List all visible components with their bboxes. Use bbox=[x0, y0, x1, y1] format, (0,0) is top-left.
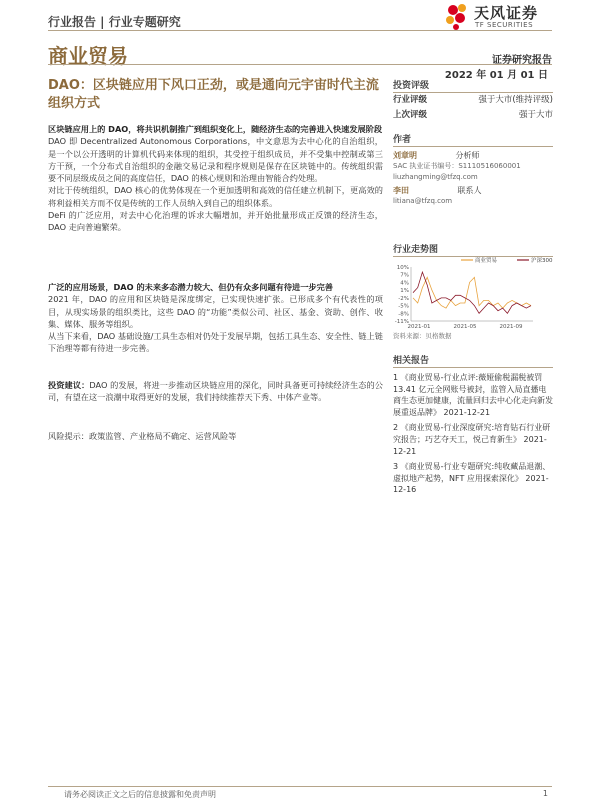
trend-chart-svg bbox=[393, 255, 553, 331]
risk-warning: 风险提示：政策监管、产业格局不确定、运营风险等 bbox=[48, 431, 237, 441]
industry-trend-chart bbox=[393, 255, 553, 355]
rating-heading: 投资评级 bbox=[393, 78, 553, 93]
trend-heading: 行业走势图 bbox=[393, 242, 553, 257]
report-title: DAO：区块链应用下风口正劲，或是通向元宇宙时代主流组织方式 bbox=[48, 78, 379, 111]
series-line-index bbox=[413, 272, 531, 313]
paragraph-dao-definition: DAO 即 Decentralized Autonomous Corporations，中文意思为去中心化的自治组织，是一个以公开透明的计算机代码来体现的组织，其受控于组织成员，并不受集中控制或第三方干预，一个分布式自治组织的金融交易记录和程序规则是保存在区块链中的。传统组织需要不同层级成员之间的高度信任，DAO 的核心规则和治理由智能合约处理。 bbox=[48, 136, 383, 184]
x-tick-label: 2021-05 bbox=[453, 324, 477, 330]
author-role: 分析师 bbox=[455, 151, 480, 160]
authors-heading: 作者 bbox=[393, 132, 553, 147]
rating-panel bbox=[393, 78, 553, 123]
related-reports bbox=[393, 353, 553, 496]
footer-disclaimer[interactable]: 请务必阅读正文之后的信息披露和免责声明 bbox=[64, 790, 216, 799]
authors-panel bbox=[393, 132, 553, 207]
y-tick-label: -5% bbox=[398, 303, 409, 310]
summary-section-1 bbox=[48, 123, 383, 234]
industry-name: 商业贸易 bbox=[48, 44, 128, 68]
investment-advice-label: 投资建议： bbox=[48, 380, 90, 390]
y-tick-label: 10% bbox=[396, 265, 409, 271]
report-category-tag: 行业报告 | 行业专题研究 bbox=[48, 15, 181, 29]
related-heading: 相关报告 bbox=[393, 353, 553, 368]
y-tick-label: 7% bbox=[400, 272, 409, 279]
logo-text-cn: 天风证券 bbox=[474, 4, 539, 22]
rating-key: 行业评级 bbox=[393, 95, 428, 105]
legend-label: 商业贸易 bbox=[475, 258, 498, 264]
footer-rule bbox=[48, 786, 552, 787]
author-email[interactable]: liuzhangming@tfzq.com bbox=[393, 173, 478, 181]
author-cert: SAC 执业证书编号：S1110516060001 bbox=[393, 162, 521, 170]
paragraph-dao-advantage: 对比于传统组织，DAO 核心的优势体现在一个更加透明和高效的信任建立机制下，更高效的将利益相关方而不仅是传统的工作人员纳入到自己的组织体系。 bbox=[48, 185, 383, 208]
y-tick-label: -8% bbox=[398, 311, 409, 318]
y-tick-label: -2% bbox=[398, 295, 409, 302]
y-tick-label: -11% bbox=[394, 319, 409, 325]
logo-text-en: TF SECURITIES bbox=[475, 21, 534, 29]
author-name: 李田 bbox=[393, 186, 409, 195]
page-number: 1 bbox=[542, 789, 548, 798]
paragraph-infrastructure: 从当下来看，DAO 基础设施/工具生态相对仍处于发展早期，包括工具生态、安全性、链上链下治理等都有待进一步完善。 bbox=[48, 331, 383, 354]
paragraph-applications: 2021 年，DAO 的应用和区块链是深度绑定，已实现快速扩张。已形成多个有代表性的项目，从现实场景的组织类比，这些 DAO 的“功能”类似公司、社区、基金、资助、创作、收集、媒体、服务等组织。 bbox=[48, 294, 383, 329]
rating-key: 上次评级 bbox=[393, 110, 428, 120]
paragraph-defi: DeFi 的广泛应用，对去中心化治理的诉求大幅增加，并开始批量形成正反馈的经济生态，DAO 走向普遍繁荣。 bbox=[48, 210, 383, 233]
tf-logo-icon bbox=[444, 3, 472, 31]
rating-row bbox=[393, 108, 553, 123]
section-heading-1: 区块链应用上的 DAO，将共识机制推广到组织变化上，随经济生态的完善进入快速发展阶段 bbox=[48, 124, 383, 134]
summary-section-2 bbox=[48, 281, 383, 355]
rating-value: 强于大市(维持评级) bbox=[478, 95, 553, 105]
x-tick-label: 2021-09 bbox=[499, 324, 523, 330]
report-type: 证券研究报告 bbox=[492, 55, 552, 66]
y-tick-label: 1% bbox=[400, 288, 409, 295]
author-email[interactable]: litiana@tfzq.com bbox=[393, 197, 453, 205]
x-tick-label: 2021-01 bbox=[407, 324, 431, 330]
related-report-item[interactable]: 2 《商业贸易-行业深度研究:培育钻石行业研究报告；巧艺夺天工，悦己育新生》 2021-12-21 bbox=[393, 423, 551, 456]
section-heading-2: 广泛的应用场景，DAO 的未来多态潜力较大、但仍有众多问题有待进一步完善 bbox=[48, 282, 333, 292]
company-logo bbox=[444, 2, 564, 32]
related-report-item[interactable]: 3 《商业贸易-行业专题研究:纯收藏品退潮、虚拟地产起势，NFT 应用探索深化》 2021-12-16 bbox=[393, 462, 551, 495]
legend-label: 沪深300 bbox=[531, 258, 553, 264]
title-rule bbox=[48, 64, 552, 65]
rating-value: 强于大市 bbox=[518, 110, 553, 120]
author-name: 刘章明 bbox=[393, 151, 417, 160]
report-date: 2022 年 01 月 01 日 bbox=[444, 70, 548, 81]
chart-source: 资料来源：贝格数据 bbox=[393, 332, 452, 340]
rating-row bbox=[393, 93, 553, 108]
author-role: 联系人 bbox=[457, 186, 482, 195]
related-report-item[interactable]: 1 《商业贸易-行业点评:薇娅偷税漏税被罚 13.41 亿元全网账号被封，监管入局直播电商生态更加健康，流量回归去中心化走向新发展重返品牌》 2021-12-21 bbox=[393, 373, 553, 417]
y-tick-label: 4% bbox=[400, 280, 409, 287]
investment-advice bbox=[48, 379, 383, 404]
investment-advice-text: DAO 的发展，将进一步推动区块链应用的深化，同时具备更可持续经济生态的公司，有望在这一浪潮中取得更好的发展，我们持续推荐天下秀、中体产业等。 bbox=[48, 380, 383, 403]
